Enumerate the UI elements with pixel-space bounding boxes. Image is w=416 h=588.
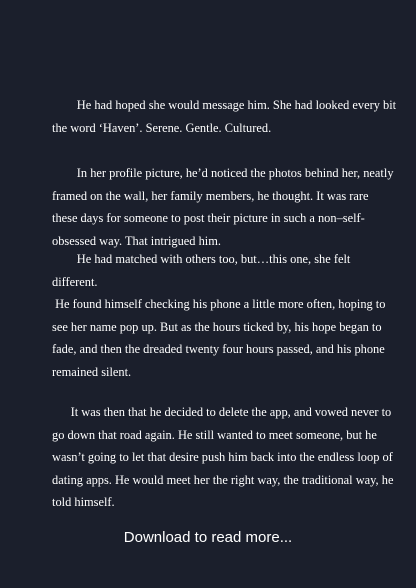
paragraph-line: remained silent. [52, 364, 132, 379]
paragraph-3 [52, 248, 386, 383]
paragraph-line: different. [52, 274, 98, 289]
paragraph-1 [52, 94, 397, 139]
paragraph-line: obsessed way. That intrigued him. [52, 233, 221, 248]
paragraph-line: the word ‘Haven’. Serene. Gentle. Cultured. [52, 120, 272, 135]
paragraph-2 [52, 162, 394, 252]
paragraph-line: these days for someone to post their picture in such a non–self- [52, 211, 365, 225]
download-to-read-more-link[interactable]: Download to read more... [123, 529, 293, 546]
paragraph-4 [52, 401, 394, 514]
paragraph-line: dating apps. He would meet her the right way, the traditional way, he [52, 472, 394, 487]
paragraph-line: He found himself checking his phone a little more often, hoping to [52, 297, 386, 311]
paragraph-line: He had hoped she would message him. She had looked every bit [52, 98, 397, 112]
paragraph-line: told himself. [52, 495, 115, 509]
paragraph-line: It was then that he decided to delete the app, and vowed never to [52, 405, 392, 419]
paragraph-line: wasn’t going to let that desire push him back into the endless loop of [52, 450, 393, 464]
paragraph-line: fade, and then the dreaded twenty four hours passed, and his phone [52, 342, 385, 356]
paragraph-line: see her name pop up. But as the hours ticked by, his hope began to [52, 319, 382, 334]
paragraph-line: go down that road again. He still wanted to meet someone, but he [52, 427, 377, 442]
paragraph-line: framed on the wall, her family members, he thought. It was rare [52, 188, 369, 203]
paragraph-line: He had matched with others too, but…this one, she felt [52, 252, 351, 266]
paragraph-line: In her profile picture, he’d noticed the photos behind her, neatly [52, 166, 394, 180]
